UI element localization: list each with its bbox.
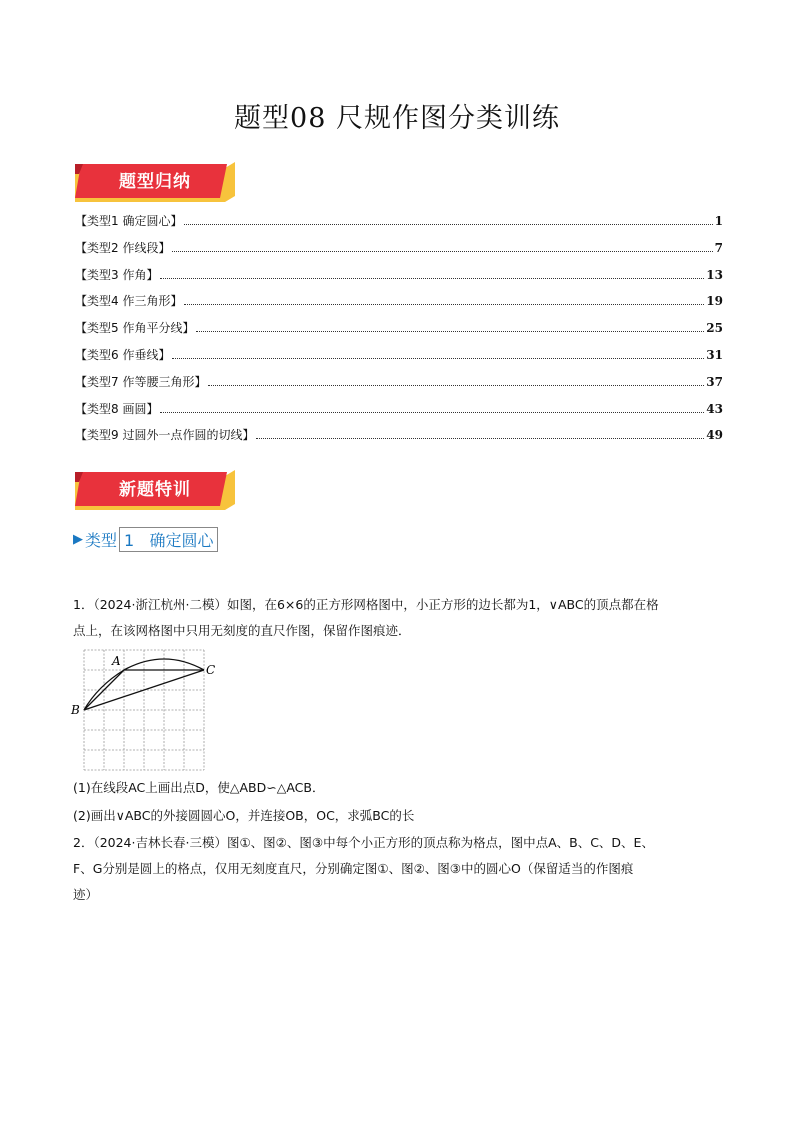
- toc-row[interactable]: [75, 292, 723, 319]
- toc-leader-dots: [256, 437, 704, 439]
- toc-row[interactable]: [75, 212, 723, 239]
- toc-leader-dots: [172, 357, 704, 359]
- table-of-contents: [75, 212, 723, 453]
- toc-page-number: 31: [706, 347, 723, 362]
- section-heading: [73, 527, 218, 551]
- toc-leader-dots: [160, 277, 704, 279]
- toc-row[interactable]: [75, 319, 723, 346]
- toc-row[interactable]: [75, 373, 723, 400]
- toc-page-number: 43: [706, 401, 723, 416]
- toc-label: 【类型6 作垂线】: [75, 347, 171, 362]
- toc-label: 【类型9 过圆外一点作圆的切线】: [75, 428, 255, 443]
- banner-label: 新题特训: [119, 480, 191, 500]
- toc-leader-dots: [196, 330, 704, 332]
- question-2-line3: 迹）: [73, 887, 99, 902]
- toc-row[interactable]: [75, 400, 723, 427]
- toc-page-number: 7: [714, 240, 723, 255]
- question-1-sub1: (1)在线段AC上画出点D，使△ABD∽△ACB．: [73, 780, 325, 795]
- toc-row[interactable]: [75, 239, 723, 266]
- section-banner-training: [75, 470, 235, 510]
- question-2-line2: F、G分别是圆上的格点，仅用无刻度直尺，分别确定图①、图②、图③中的圆心O（保留适当的作图痕: [73, 861, 634, 876]
- toc-label: 【类型8 画圆】: [75, 401, 159, 416]
- toc-page-number: 25: [706, 321, 723, 336]
- question-2: [73, 830, 733, 908]
- toc-leader-dots: [208, 384, 704, 386]
- toc-leader-dots: [184, 303, 704, 305]
- section-title-box: [119, 527, 218, 552]
- question-1-line2: 点上，在该网格图中只用无刻度的直尺作图，保留作图痕迹．: [73, 623, 411, 638]
- triangle-icon: ▶: [73, 531, 83, 547]
- label-A: A: [112, 654, 121, 668]
- grid-figure: [70, 648, 220, 773]
- section-prefix: 类型: [85, 530, 118, 550]
- toc-label: 【类型1 确定圆心】: [75, 214, 183, 228]
- toc-label: 【类型2 作线段】: [75, 240, 171, 255]
- section-banner-summary: [75, 162, 235, 202]
- question-1-figure: [70, 648, 220, 777]
- toc-row[interactable]: [75, 346, 723, 373]
- toc-label: 【类型5 作角平分线】: [75, 321, 195, 336]
- toc-page-number: 37: [706, 374, 723, 389]
- banner-label: 题型归纳: [119, 172, 191, 192]
- toc-page-number: 49: [706, 428, 723, 443]
- toc-leader-dots: [172, 250, 712, 252]
- section-number: 1: [124, 530, 135, 550]
- section-name: 确定圆心: [149, 530, 214, 550]
- toc-leader-dots: [160, 411, 704, 413]
- toc-row[interactable]: [75, 266, 723, 293]
- label-C: C: [206, 663, 216, 677]
- toc-label: 【类型7 作等腰三角形】: [75, 374, 207, 389]
- toc-label: 【类型3 作角】: [75, 267, 159, 282]
- toc-page-number: 19: [706, 294, 723, 309]
- question-1-sub2: (2)画出∨ABC的外接圆圆心O，并连接OB，OC，求弧BC的长: [73, 808, 415, 823]
- toc-page-number: 1: [714, 214, 723, 228]
- toc-page-number: 13: [706, 267, 723, 282]
- toc-label: 【类型4 作三角形】: [75, 294, 183, 309]
- question-1-line1: 1．（2024·浙江杭州·二模）如图，在6×6的正方形网格图中，小正方形的边长都为1，∨ABC的顶点都在格: [73, 597, 659, 612]
- page-title: 题型08 尺规作图分类训练: [234, 103, 560, 134]
- question-1: [73, 592, 733, 644]
- question-2-line1: 2．（2024·吉林长春·三模）图①、图②、图③中每个小正方形的顶点称为格点，图中点A、B、C、D、E、: [73, 835, 654, 850]
- label-B: B: [71, 703, 80, 717]
- toc-row[interactable]: [75, 426, 723, 453]
- toc-leader-dots: [184, 223, 712, 225]
